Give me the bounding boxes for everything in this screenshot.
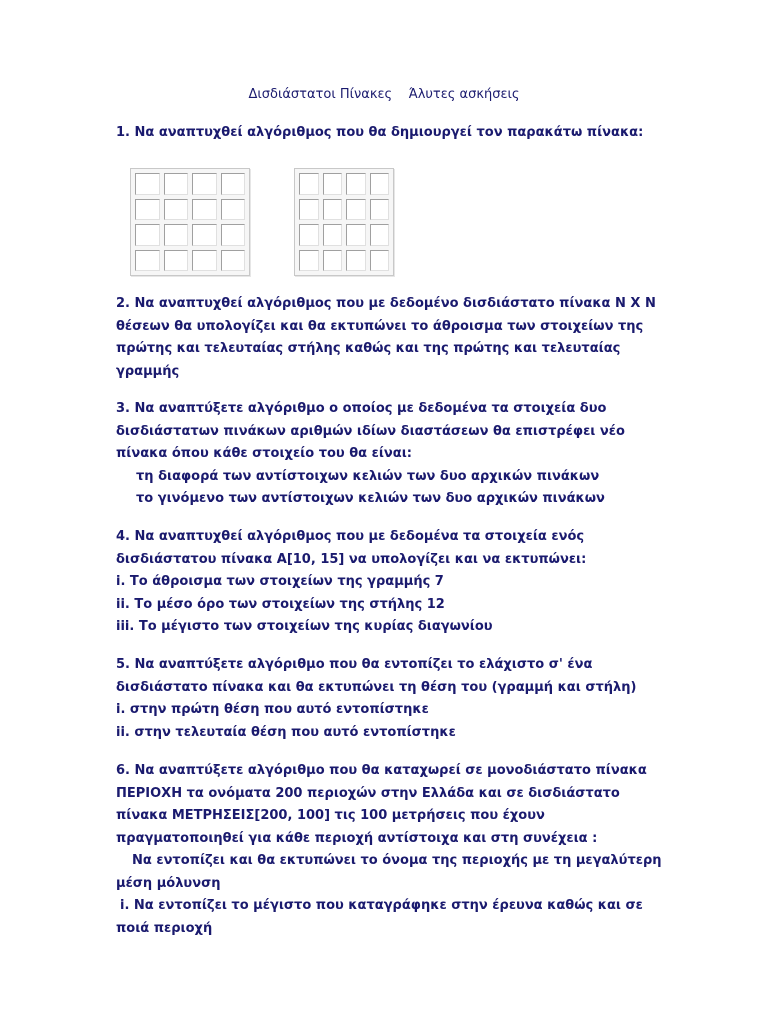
exercise-4-line: 4. Να αναπτυχθεί αλγόριθμος που με δεδομένα τα στοιχεία ενός <box>116 529 585 544</box>
grid-cell <box>164 173 189 195</box>
exercise-2-line: γραμμής <box>116 363 180 379</box>
grid-cell <box>221 224 246 246</box>
grid-image-left <box>130 168 250 276</box>
grid-cell <box>299 199 319 221</box>
grid-cell <box>370 250 390 272</box>
exercise-4-line: i. Το άθροισμα των στοιχείων της γραμμής 7 <box>116 574 444 589</box>
grid-cell <box>192 224 217 246</box>
grid-cell <box>299 250 319 272</box>
grid-cell <box>370 224 390 246</box>
grid-cell <box>192 250 217 272</box>
exercise-4 <box>116 526 656 639</box>
grid-cell <box>346 199 366 221</box>
grid-cell <box>299 173 319 195</box>
exercise-5-line: ii. στην τελευταία θέση που αυτό εντοπίστηκε <box>116 724 456 740</box>
exercise-6-line: πίνακα ΜΕΤΡΗΣΕΙΣ[200, 100] τις 100 μετρήσεις που έχουν <box>116 808 545 823</box>
grid-cell <box>221 250 246 272</box>
exercise-5-line: i. στην πρώτη θέση που αυτό εντοπίστηκε <box>116 702 429 717</box>
exercise-6-line: Να εντοπίζει και θα εκτυπώνει το όνομα της περιοχής με τη μεγαλύτερη <box>132 853 662 868</box>
exercise-4-line: δισδιάστατου πίνακα Α[10, 15] να υπολογίζει και να εκτυπώνει: <box>116 551 587 567</box>
grid-cell <box>323 250 343 272</box>
exercise-3-line: δισδιάστατων πινάκων αριθμών ιδίων διαστάσεων θα επιστρέφει νέο <box>116 423 625 439</box>
exercise-3-line: πίνακα όπου κάθε στοιχείο του θα είναι: <box>116 446 412 461</box>
grid-cell <box>135 250 160 272</box>
exercise-6-line: μέση μόλυνση <box>116 875 221 891</box>
grid-cell <box>346 250 366 272</box>
grid-cell <box>299 224 319 246</box>
grid-cell <box>135 199 160 221</box>
exercise-3 <box>116 398 656 511</box>
grid-cell <box>346 173 366 195</box>
exercise-2-line: θέσεων θα υπολογίζει και θα εκτυπώνει το άθροισμα των στοιχείων της <box>116 318 644 334</box>
grid-cell <box>323 173 343 195</box>
exercise-4-line: ii. Το μέσο όρο των στοιχείων της στήλης 12 <box>116 596 445 612</box>
grid-cell <box>370 173 390 195</box>
exercise-1-line: 1. Να αναπτυχθεί αλγόριθμος που θα δημιουργεί τον παρακάτω πίνακα: <box>116 125 644 140</box>
grid-cell <box>323 224 343 246</box>
exercise-3-line: 3. Να αναπτύξετε αλγόριθμο ο οποίος με δεδομένα τα στοιχεία δυο <box>116 401 607 416</box>
exercise-1 <box>116 122 656 145</box>
exercise-2 <box>116 293 656 383</box>
grid-cell <box>221 173 246 195</box>
exercise-6-line: πραγματοποιηθεί για κάθε περιοχή αντίστοιχα και στη συνέχεια : <box>116 830 598 846</box>
exercise-6-line: ΠΕΡΙΟΧΗ τα ονόματα 200 περιοχών στην Ελλάδα και σε δισδιάστατο <box>116 785 620 801</box>
grid-cell <box>135 224 160 246</box>
grid-cell <box>221 199 246 221</box>
exercise-2-line: πρώτης και τελευταίας στήλης καθώς και της πρώτης και τελευταίας <box>116 341 621 356</box>
grid-cell <box>164 250 189 272</box>
exercise-3-line: τη διαφορά των αντίστοιχων κελιών των δυο αρχικών πινάκων <box>136 468 600 484</box>
grid-cell <box>370 199 390 221</box>
exercise-2-line: 2. Να αναπτυχθεί αλγόριθμος που με δεδομένο δισδιάστατο πίνακα N X N <box>116 296 656 311</box>
exercise-5-line: δισδιάστατο πίνακα και θα εκτυπώνει τη θέση του (γραμμή και στήλη) <box>116 679 637 695</box>
exercise-6-line: 6. Να αναπτύξετε αλγόριθμο που θα καταχωρεί σε μονοδιάστατο πίνακα <box>116 763 647 778</box>
grid-cell <box>192 199 217 221</box>
grid-cell <box>192 173 217 195</box>
page-title: Δισδιάστατοι Πίνακες Άλυτες ασκήσεις <box>248 87 520 102</box>
exercise-5 <box>116 654 656 744</box>
exercise-3-line: το γινόμενο των αντίστοιχων κελιών των δυο αρχικών πινάκων <box>136 491 605 506</box>
grid-cell <box>164 199 189 221</box>
exercise-4-line: iii. Το μέγιστο των στοιχείων της κυρίας διαγωνίου <box>116 619 493 634</box>
grid-cell <box>164 224 189 246</box>
grid-cell <box>135 173 160 195</box>
exercise-5-line: 5. Να αναπτύξετε αλγόριθμο που θα εντοπίζει το ελάχιστο σ' ένα <box>116 657 593 672</box>
grid-image-right <box>294 168 394 276</box>
exercise-6 <box>116 760 662 940</box>
grid-cell <box>346 224 366 246</box>
exercise-6-line: ποιά περιοχή <box>116 920 213 936</box>
exercise-6-line: i. Να εντοπίζει το μέγιστο που καταγράφηκε στην έρευνα καθώς και σε <box>120 898 643 913</box>
grid-cell <box>323 199 343 221</box>
